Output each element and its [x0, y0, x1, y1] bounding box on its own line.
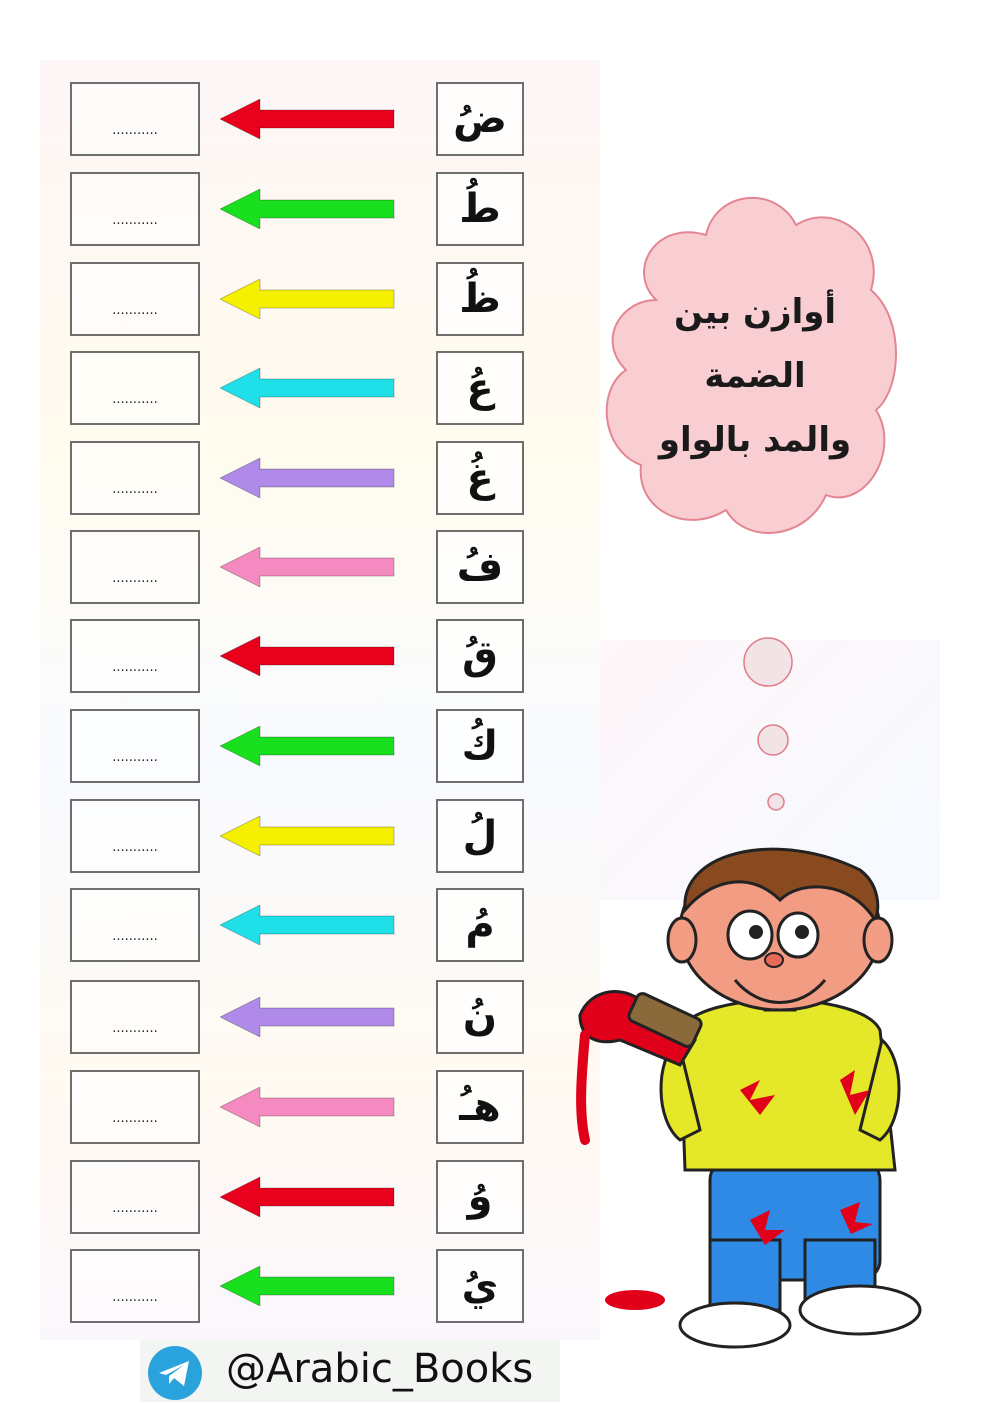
- answer-placeholder: ...........: [112, 660, 158, 675]
- answer-placeholder: ...........: [112, 571, 158, 586]
- answer-box[interactable]: [70, 262, 200, 336]
- answer-box[interactable]: [70, 709, 200, 783]
- exercise-row: [0, 707, 540, 785]
- telegram-icon: [146, 1344, 204, 1402]
- letter: طُ: [459, 186, 501, 232]
- answer-placeholder: ...........: [112, 1111, 158, 1126]
- exercise-row: [0, 886, 540, 964]
- answer-box[interactable]: [70, 441, 200, 515]
- left-arrow-icon: [220, 458, 396, 498]
- answer-box[interactable]: [70, 351, 200, 425]
- letter-box: [436, 980, 524, 1054]
- letter: غُ: [466, 455, 494, 501]
- left-arrow-icon: [220, 547, 396, 587]
- letter: فُ: [456, 544, 504, 590]
- left-arrow-icon: [220, 905, 396, 945]
- left-arrow-icon: [220, 99, 396, 139]
- left-arrow-icon: [220, 726, 396, 766]
- left-arrow-icon: [220, 816, 396, 856]
- left-arrow-icon: [220, 279, 396, 319]
- letter-box: [436, 530, 524, 604]
- letter: يُ: [461, 1263, 499, 1309]
- exercise-row: [0, 1158, 540, 1236]
- answer-placeholder: ...........: [112, 1290, 158, 1305]
- exercise-row: [0, 170, 540, 248]
- answer-box[interactable]: [70, 172, 200, 246]
- left-arrow-icon: [220, 997, 396, 1037]
- letter-box: [436, 1249, 524, 1323]
- answer-placeholder: ...........: [112, 840, 158, 855]
- answer-placeholder: ...........: [112, 123, 158, 138]
- letter: ضُ: [453, 96, 507, 142]
- letter-box: [436, 709, 524, 783]
- letter-box: [436, 1070, 524, 1144]
- cloud-title-line-3: والمد بالواو: [658, 420, 852, 460]
- answer-box[interactable]: [70, 619, 200, 693]
- left-arrow-icon: [220, 1087, 396, 1127]
- exercise-row: [0, 978, 540, 1056]
- answer-placeholder: ...........: [112, 929, 158, 944]
- answer-placeholder: ...........: [112, 1021, 158, 1036]
- exercise-row: [0, 617, 540, 695]
- left-arrow-icon: [220, 1266, 396, 1306]
- cloud-title: [640, 280, 870, 472]
- exercise-row: [0, 80, 540, 158]
- left-arrow-icon: [220, 368, 396, 408]
- answer-box[interactable]: [70, 1160, 200, 1234]
- answer-placeholder: ...........: [112, 303, 158, 318]
- answer-placeholder: ...........: [112, 392, 158, 407]
- answer-placeholder: ...........: [112, 1201, 158, 1216]
- letter: قُ: [462, 633, 498, 679]
- letter-box: [436, 799, 524, 873]
- letter: ظُ: [459, 276, 501, 322]
- answer-box[interactable]: [70, 1070, 200, 1144]
- letter: وُ: [467, 1174, 493, 1220]
- answer-box[interactable]: [70, 1249, 200, 1323]
- exercise-row: [0, 1247, 540, 1325]
- letter-box: [436, 1160, 524, 1234]
- left-arrow-icon: [220, 189, 396, 229]
- boy-with-paintbrush: [560, 840, 940, 1360]
- thought-bubbles: [740, 630, 820, 820]
- letter-box: [436, 888, 524, 962]
- exercise-row: [0, 439, 540, 517]
- letter-box: [436, 619, 524, 693]
- letter-box: [436, 441, 524, 515]
- left-arrow-icon: [220, 1177, 396, 1217]
- telegram-handle[interactable]: @Arabic_Books: [226, 1346, 534, 1392]
- exercise-row: [0, 528, 540, 606]
- letter: عُ: [466, 365, 494, 411]
- cloud-title-line-2: الضمة: [704, 356, 806, 396]
- left-arrow-icon: [220, 636, 396, 676]
- letter: نُ: [462, 994, 498, 1040]
- answer-box[interactable]: [70, 82, 200, 156]
- letter: لُ: [462, 813, 498, 859]
- answer-placeholder: ...........: [112, 750, 158, 765]
- cloud-title-line-1: أوازن بين: [673, 292, 837, 332]
- letter-box: [436, 82, 524, 156]
- answer-box[interactable]: [70, 799, 200, 873]
- footer-bar: [140, 1340, 560, 1402]
- exercise-row: [0, 260, 540, 338]
- letter: كُ: [461, 723, 499, 769]
- exercise-row: [0, 1068, 540, 1146]
- letter-box: [436, 351, 524, 425]
- answer-box[interactable]: [70, 530, 200, 604]
- answer-box[interactable]: [70, 980, 200, 1054]
- letter-box: [436, 262, 524, 336]
- answer-placeholder: ...........: [112, 482, 158, 497]
- letter: مُ: [465, 902, 495, 948]
- letter-box: [436, 172, 524, 246]
- answer-placeholder: ...........: [112, 213, 158, 228]
- exercise-row: [0, 797, 540, 875]
- exercise-row: [0, 349, 540, 427]
- answer-box[interactable]: [70, 888, 200, 962]
- background-collage: [40, 60, 600, 1340]
- letter: هـُ: [459, 1084, 501, 1130]
